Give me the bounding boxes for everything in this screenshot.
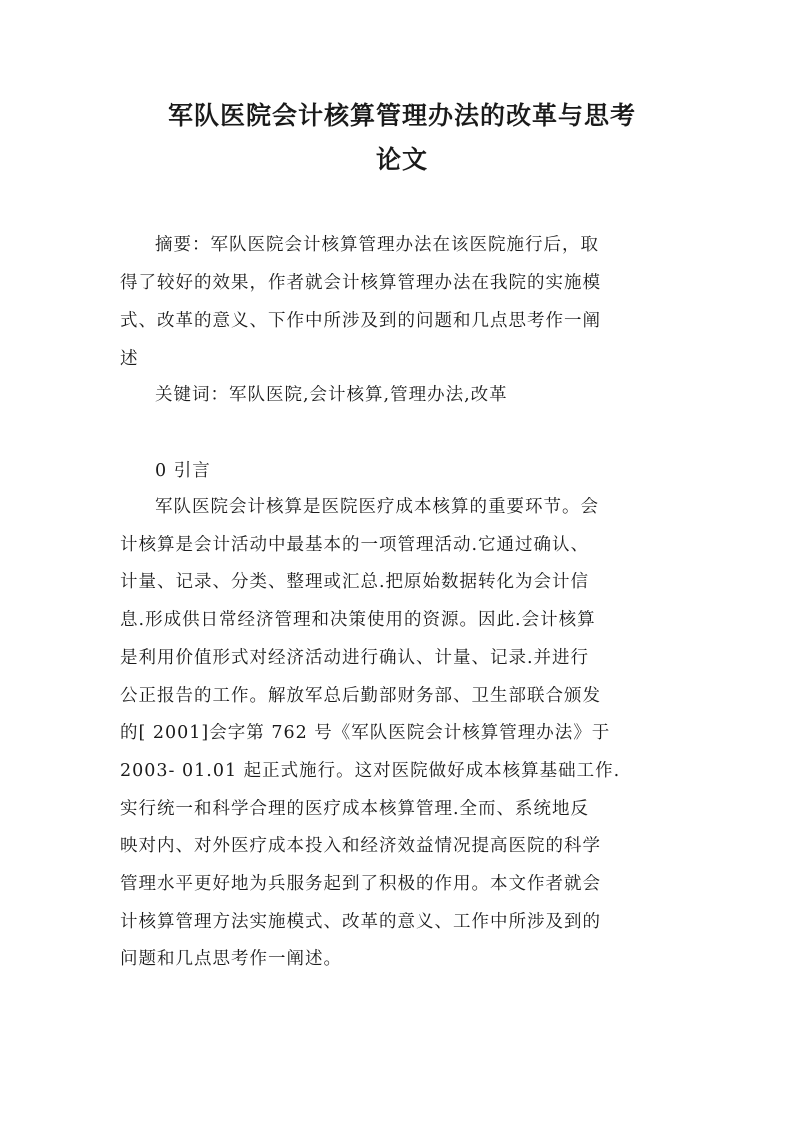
section-heading [120, 452, 684, 490]
intro-line: 公正报告的工作。解放军总后勤部财务部、卫生部联合颁发 [120, 685, 601, 706]
keywords-paragraph [120, 376, 684, 414]
abstract-paragraph [120, 226, 684, 378]
intro-line: 映对内、对外医疗成本投入和经济效益情况提高医院的科学 [120, 836, 601, 857]
intro-line: 实行统一和科学合理的医疗成本核算管理.全而、系统地反 [120, 798, 590, 819]
intro-line: 计量、记录、分类、整理或汇总.把原始数据转化为会计信 [120, 572, 590, 593]
intro-line: 2003- 01.01 起正式施行。这对医院做好成本核算基础工作. [120, 760, 621, 781]
title-line-2: 论文 [375, 145, 428, 174]
abstract-line: 摘要：军队医院会计核算管理办法在该医院施行后，取 [155, 235, 599, 255]
title-line-1: 军队医院会计核算管理办法的改革与思考 [167, 101, 636, 130]
document-title [120, 94, 684, 182]
intro-line: 是利用价值形式对经济活动进行确认、计量、记录.并进行 [120, 647, 590, 668]
intro-line: 管理水平更好地为兵服务起到了积极的作用。本文作者就会 [120, 874, 601, 895]
intro-line: 军队医院会计核算是医院医疗成本核算的重要环节。会 [155, 497, 599, 517]
abstract-line: 述 [120, 349, 139, 369]
intro-line: 的[ 2001]会字第 762 号《军队医院会计核算管理办法》于 [120, 723, 611, 744]
intro-line: 问题和几点思考作一阐述。 [120, 949, 342, 970]
abstract-line: 式、改革的意义、下作中所涉及到的问题和几点思考作一阐 [120, 311, 601, 331]
intro-line: 息.形成供日常经济管理和决策使用的资源。因此.会计核算 [120, 610, 596, 631]
keywords-text: 关键词：军队医院,会计核算,管理办法,改革 [155, 385, 508, 405]
intro-line: 计核算管理方法实施模式、改革的意义、工作中所涉及到的 [120, 911, 601, 932]
intro-paragraph [120, 489, 684, 979]
abstract-line: 得了较好的效果，作者就会计核算管理办法在我院的实施模 [120, 273, 601, 293]
intro-line: 计核算是会计活动中最基本的一项管理活动.它通过确认、 [120, 534, 590, 555]
section-heading-text: 0 引言 [155, 461, 211, 481]
